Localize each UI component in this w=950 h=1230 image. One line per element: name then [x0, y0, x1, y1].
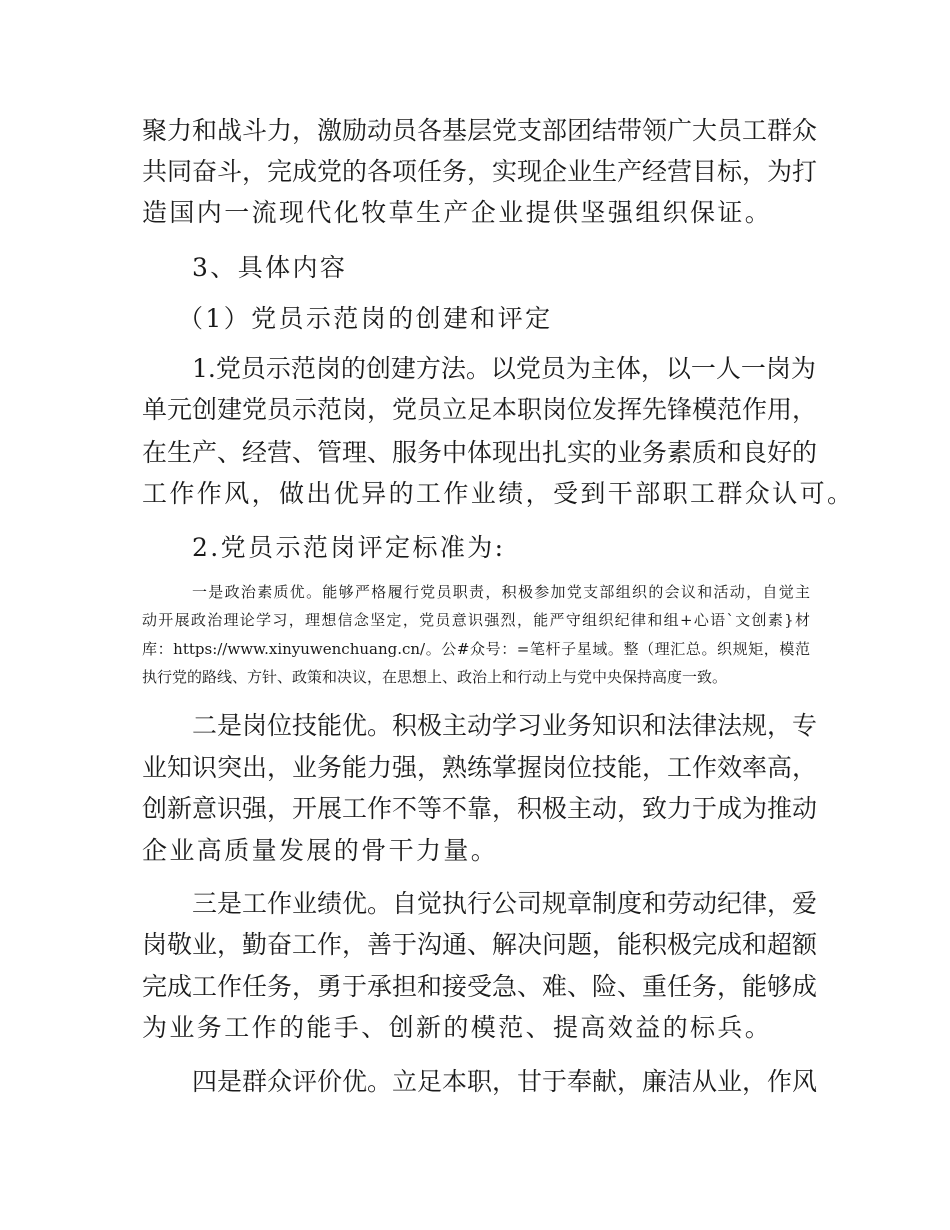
- text-line: 2.党员示范岗评定标准为:: [192, 533, 506, 562]
- text-line: 共同奋斗，完成党的各项任务，实现企业生产经营目标，为打: [142, 157, 818, 186]
- small-text-line: 动开展政治理论学习，理想信念坚定，党员意识强烈，能严守组织纪律和组+心语`文创素}材: [142, 611, 810, 629]
- section-heading: 3、具体内容: [192, 253, 348, 282]
- subsection-heading: （1）党员示范岗的创建和评定: [178, 304, 553, 333]
- text-line: 为业务工作的能手、创新的模范、提高效益的标兵。: [142, 1013, 773, 1042]
- text-line: 单元创建党员示范岗，党员立足本职岗位发挥先锋模范作用，: [142, 395, 818, 424]
- small-text-line: 执行党的路线、方针、政策和决议，在思想上、政治上和行动上与党中央保持高度一致。: [142, 668, 728, 686]
- text-line: 完成工作任务，勇于承担和接受急、难、险、重任务，能够成: [142, 972, 818, 1001]
- small-text-line: 一是政治素质优。能够严格履行党员职责，积极参加党支部组织的会议和活动，自觉主: [192, 583, 810, 601]
- text-line: 在生产、经营、管理、服务中体现出扎实的业务素质和良好的: [142, 438, 818, 467]
- text-line: 四是群众评价优。立足本职，甘于奉献，廉洁从业，作风: [192, 1067, 818, 1096]
- text-line: 创新意识强，开展工作不等不靠，积极主动，致力于成为推动: [142, 794, 818, 823]
- text-line: 二是岗位技能优。积极主动学习业务知识和法律法规，专: [192, 711, 818, 740]
- text-line: 企业高质量发展的骨干力量。: [142, 836, 499, 865]
- text-line: 业知识突出，业务能力强，熟练掌握岗位技能，工作效率高，: [142, 753, 818, 782]
- text-line: 岗敬业，勤奋工作，善于沟通、解决问题，能积极完成和超额: [142, 930, 818, 959]
- text-line: 三是工作业绩优。自觉执行公司规章制度和劳动纪律，爱: [192, 889, 818, 918]
- text-line: 造国内一流现代化牧草生产企业提供坚强组织保证。: [142, 198, 773, 227]
- text-line: 工作作风，做出优异的工作业绩，受到干部职工群众认可。: [142, 479, 855, 508]
- text-line: 1.党员示范岗的创建方法。以党员为主体，以一人一岗为: [192, 354, 816, 383]
- text-line: 聚力和战斗力，激励动员各基层党支部团结带领广大员工群众: [142, 116, 818, 145]
- small-text-line: 库：https://www.xinyuwenchuang.cn/。公#众号：=笔杆子星域。整（理汇总。织规矩，模范: [142, 640, 810, 658]
